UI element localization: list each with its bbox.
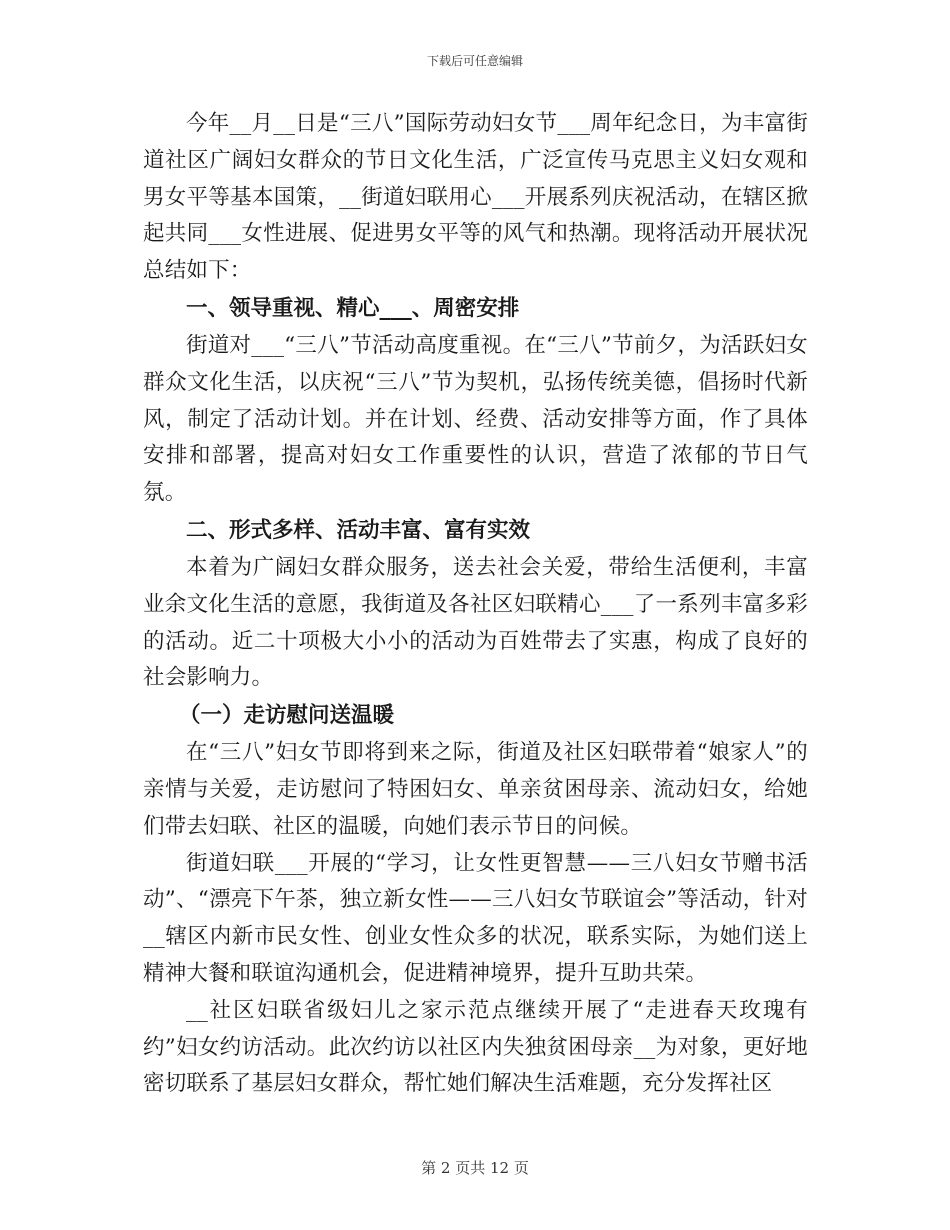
subsection-heading-1: （一）走访慰问送温暖: [179, 703, 395, 729]
paragraph-1: 街道对___“三八”节活动高度重视。在“三八”节前夕，为活跃妇女群众文化生活，以庆祝“三八”节为契机，弘扬传统美德，倡扬时代新风，制定了活动计划。并在计划、经费、活动安排等方面，作了具体安排和部署，提高对妇女工作重要性的认识，营造了浓郁的节日气氛。: [143, 332, 808, 506]
paragraph-2: 本着为广阔妇女群众服务，送去社会关爱，带给生活便利，丰富业余文化生活的意愿，我街道及各社区妇联精心___了一系列丰富多彩的活动。近二十项极大小小的活动为百姓带去了实惠，构成了良好的社会影响力。: [143, 554, 808, 691]
paragraph-4: 街道妇联___开展的“学习，让女性更智慧——三八妇女节赠书活动”、“漂亮下午茶，独立新女性——三八妇女节联谊会”等活动，针对__辖区内新市民女性、创业女性众多的状况，联系实际，为她们送上精神大餐和联谊沟通机会，促进精神境界，提升互助共荣。: [143, 850, 808, 986]
document-body: [143, 106, 808, 1103]
page-header: 下载后可任意编辑: [426, 54, 523, 68]
paragraph-3: 在“三八”妇女节即将到来之际，街道及社区妇联带着“娘家人”的亲情与关爱，走访慰问了特困妇女、单亲贫困母亲、流动妇女，给她们带去妇联、社区的温暖，向她们表示节日的问候。: [143, 740, 808, 839]
section-heading-2: 二、形式多样、活动丰富、富有实效: [186, 517, 531, 543]
intro-paragraph: 今年__月__日是“三八”国际劳动妇女节___周年纪念日，为丰富街道社区广阔妇女群众的节日文化生活，广泛宣传马克思主义妇女观和男女平等基本国策，__街道妇联用心___开展系列庆祝活动，在辖区掀起共同___女性进展、促进男女平等的风气和热潮。现将活动开展状况总结如下：: [143, 111, 808, 284]
page-number: 第 2 页共 12 页: [421, 1159, 529, 1177]
section-heading-1: 一、领导重视、精心___、周密安排: [186, 295, 520, 321]
paragraph-5: __社区妇联省级妇儿之家示范点继续开展了“走进春天玫瑰有约”妇女约访活动。此次约访以社区内失独贫困母亲__为对象，更好地密切联系了基层妇女群众，帮忙她们解决生活难题，充分发挥社区: [143, 997, 808, 1097]
